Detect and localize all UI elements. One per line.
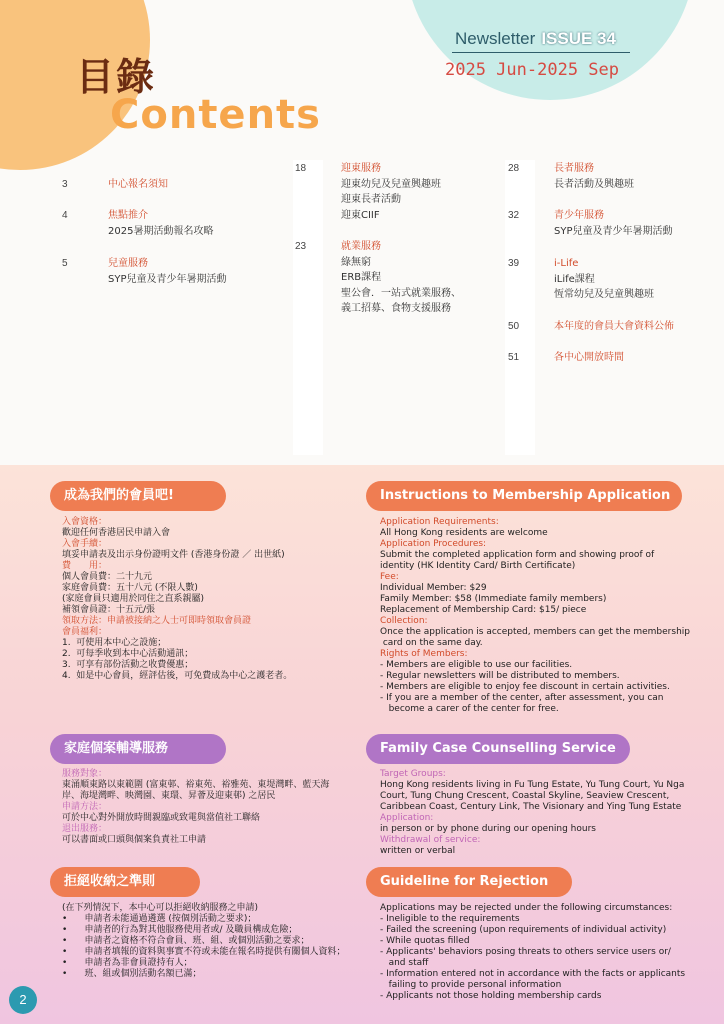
toc-subitem: iLife課程 bbox=[554, 273, 595, 285]
text-line: - Members are eligible to use our facilities. bbox=[380, 660, 573, 670]
field-label: 入會資格： bbox=[62, 517, 108, 527]
text-line: 2. 可每季收到本中心活動通訊； bbox=[62, 649, 194, 659]
toc-entry-text bbox=[554, 161, 724, 192]
contents-panel bbox=[0, 0, 724, 465]
toc-subitem: 恆常幼兒及兒童興趣班 bbox=[554, 289, 654, 300]
text-line: • 申請者之資格不符合會員、班、組、或個別活動之要求； bbox=[62, 936, 310, 946]
membership-en-text bbox=[380, 517, 710, 715]
toc-page-number: 4 bbox=[62, 210, 68, 221]
text-line: Submit the completed application form and showing proof of bbox=[380, 550, 655, 560]
toc-section-title: 迎東服務 bbox=[341, 163, 381, 174]
toc-page-number: 28 bbox=[508, 163, 520, 174]
toc-section-title: 本年度的會員大會資料公佈 bbox=[554, 321, 674, 332]
text-line: • 班、組或個別活動名額已滿； bbox=[62, 969, 202, 979]
text-line: become a carer of the center for free. bbox=[380, 704, 559, 714]
text-line: Individual Member: $29 bbox=[380, 583, 487, 593]
text-line: Family Member: $58 (Immediate family members) bbox=[380, 594, 607, 604]
toc-subitem: ERB課程 bbox=[341, 272, 382, 283]
text-line: identity (HK Identity Card/ Birth Certificate) bbox=[380, 561, 576, 571]
text-line: - Information entered not in accordance with the facts or applicants bbox=[380, 969, 686, 979]
text-line: 填妥申請表及出示身份證明文件 (香港身份證 ／ 出世紙) bbox=[62, 550, 285, 560]
family-zh-title: 家庭個案輔導服務 bbox=[50, 734, 226, 764]
field-label: Rights of Members: bbox=[380, 649, 468, 659]
toc-page-number: 3 bbox=[62, 179, 68, 190]
text-line: (家庭會員只適用於同住之直系親屬) bbox=[62, 594, 205, 604]
text-line: card on the same day. bbox=[380, 638, 483, 648]
toc-page-number: 39 bbox=[508, 258, 520, 269]
toc-subitem: 長者活動及興趣班 bbox=[554, 178, 634, 190]
field-label: 會員福利： bbox=[62, 627, 108, 637]
toc-entry-text bbox=[554, 350, 724, 366]
text-line: 可於中心對外開放時間親臨或致電與當值社工聯絡 bbox=[62, 813, 261, 823]
toc-page-number: 23 bbox=[295, 241, 307, 252]
toc-entry-text bbox=[108, 256, 278, 287]
toc-subitem: 義工招募、食物支援服務 bbox=[341, 303, 451, 314]
text-line: 補領會員證：十五元/張 bbox=[62, 605, 156, 615]
decor-teal-circle bbox=[405, 0, 695, 100]
text-line: (在下列情況下，本中心可以拒絕收納服務之申請) bbox=[62, 903, 259, 913]
field-label: 費 用： bbox=[62, 561, 108, 571]
toc-entry-text bbox=[554, 319, 724, 335]
text-line: • 申請者填報的資料與事實不符或未能在報名時提供有關個人資料； bbox=[62, 947, 346, 957]
toc-subitem: 迎東幼兒及兒童興趣班 bbox=[341, 178, 441, 190]
toc-section-title: 青少年服務 bbox=[554, 210, 604, 221]
toc-subitem: 聖公會．一站式就業服務、 bbox=[341, 287, 461, 299]
reject-en-title: Guideline for Rejection bbox=[366, 867, 572, 897]
field-label: Collection: bbox=[380, 616, 428, 626]
toc-entry-text bbox=[341, 239, 511, 317]
toc-page-number: 50 bbox=[508, 321, 520, 332]
toc-section-title: 焦點推介 bbox=[108, 210, 148, 221]
toc-section-title: 長者服務 bbox=[554, 163, 594, 174]
text-line: 4. 如是中心會員，經評估後，可免費成為中心之護老者。 bbox=[62, 671, 293, 681]
toc-entry-text bbox=[554, 208, 724, 239]
text-line: - Ineligible to the requirements bbox=[380, 914, 520, 924]
title-zh: 目錄 bbox=[76, 54, 157, 99]
field-label: Application Requirements: bbox=[380, 517, 499, 527]
toc-page-number: 5 bbox=[62, 258, 68, 269]
toc-section-title: 各中心開放時間 bbox=[554, 352, 624, 363]
text-line: 1. 可使用本中心之設施； bbox=[62, 638, 167, 648]
toc-entry-text bbox=[341, 161, 511, 223]
field-label: Withdrawal of service: bbox=[380, 835, 481, 845]
field-label: 申請方法： bbox=[62, 802, 108, 812]
family-en-text bbox=[380, 769, 710, 857]
toc-subitem: SYP兒童及青少年暑期活動 bbox=[108, 273, 227, 285]
text-line: Caribbean Coast, Century Link, The Visionary and Ying Tung Estate bbox=[380, 802, 682, 812]
text-line: - Applicants not those holding membership cards bbox=[380, 991, 602, 1001]
field-label: 服務對象： bbox=[62, 769, 108, 779]
family-en-title: Family Case Counselling Service bbox=[366, 734, 630, 764]
text-line: in person or by phone during our opening hours bbox=[380, 824, 596, 834]
reject-zh-title: 拒絕收納之準則 bbox=[50, 867, 200, 897]
text-line: 可以書面或口頭與個案負責社工申請 bbox=[62, 835, 207, 845]
text-line: Replacement of Membership Card: $15/ piece bbox=[380, 605, 587, 615]
text-line: All Hong Kong residents are welcome bbox=[380, 528, 548, 538]
text-line: Court, Tung Chung Crescent, Coastal Skyline, Seaview Crescent, bbox=[380, 791, 670, 801]
newsletter-header bbox=[455, 29, 616, 49]
toc-entry-text bbox=[554, 256, 724, 303]
title-en: Contents bbox=[110, 92, 321, 138]
toc-section-title: 兒童服務 bbox=[108, 258, 148, 269]
field-label: Target Groups: bbox=[380, 769, 446, 779]
toc-section-title: i-Life bbox=[554, 258, 579, 269]
membership-zh-text bbox=[62, 517, 352, 682]
field-label: 退出服務： bbox=[62, 824, 108, 834]
toc-subitem: 2025暑期活動報名攻略 bbox=[108, 225, 214, 237]
toc-section-title: 中心報名須知 bbox=[108, 179, 168, 190]
text-line: 岸、海堤灣畔、映灣園、東環、昇薈及迎東邨) 之居民 bbox=[62, 791, 276, 801]
text-line: • 申請者的行為對其他服務使用者或/ 及職員構成危險； bbox=[62, 925, 298, 935]
toc-page-number: 18 bbox=[295, 163, 307, 174]
text-line: 家庭會員費：五十八元 (不限人數) bbox=[62, 583, 198, 593]
text-line: • 申請者未能通過遴選 (按個別活動之要求)； bbox=[62, 914, 257, 924]
field-label: Application Procedures: bbox=[380, 539, 487, 549]
toc-page-number: 51 bbox=[508, 352, 520, 363]
field-label: Application: bbox=[380, 813, 434, 823]
text-line: • 申請者為非會員證持有人； bbox=[62, 958, 193, 968]
text-line: Hong Kong residents living in Fu Tung Estate, Yu Tung Court, Yu Nga bbox=[380, 780, 685, 790]
toc-subitem: SYP兒童及青少年暑期活動 bbox=[554, 225, 673, 237]
toc-entry-text bbox=[108, 177, 278, 193]
text-line: 3. 可享有部份活動之收費優惠； bbox=[62, 660, 194, 670]
text-line: - Regular newsletters will be distributed to members. bbox=[380, 671, 620, 681]
divider bbox=[452, 52, 630, 53]
toc-entry-text bbox=[108, 208, 278, 239]
family-zh-text bbox=[62, 769, 362, 846]
membership-zh-title: 成為我們的會員吧! bbox=[50, 481, 226, 511]
toc-page-number: 32 bbox=[508, 210, 520, 221]
text-line: - Members are eligible to enjoy fee discount in certain activities. bbox=[380, 682, 670, 692]
text-line: - While quotas filled bbox=[380, 936, 470, 946]
page-number: 2 bbox=[9, 986, 37, 1014]
reject-zh-text bbox=[62, 903, 362, 980]
toc-subitem: 迎東長者活動 bbox=[341, 194, 401, 205]
text-line: - If you are a member of the center, after assessment, you can bbox=[380, 693, 664, 703]
issue-label: ISSUE 34 bbox=[541, 29, 616, 48]
toc-strip bbox=[293, 160, 323, 455]
text-line: 東涌順東路以東範圍 (富東邨、裕東苑、裕雅苑、東堤灣畔、藍天海 bbox=[62, 780, 330, 790]
text-line: written or verbal bbox=[380, 846, 456, 856]
field-label: 入會手續： bbox=[62, 539, 108, 549]
reject-en-text bbox=[380, 903, 710, 1002]
toc-subitem: 迎東CIIF bbox=[341, 209, 380, 221]
text-line: - Applicants' behaviors posing threats to others service users or/ bbox=[380, 947, 671, 957]
field-label: 領取方法：申請被接納之人士可即時領取會員證 bbox=[62, 616, 252, 626]
text-line: - Failed the screening (upon requirements of individual activity) bbox=[380, 925, 667, 935]
text-line: 個人會員費：二十九元 bbox=[62, 572, 153, 582]
newsletter-label: Newsletter bbox=[455, 29, 536, 48]
text-line: Once the application is accepted, members can get the membership bbox=[380, 627, 690, 637]
text-line: failing to provide personal information bbox=[380, 980, 562, 990]
date-range: 2025 Jun-2025 Sep bbox=[445, 60, 619, 80]
field-label: Fee: bbox=[380, 572, 399, 582]
membership-en-title: Instructions to Membership Application bbox=[366, 481, 682, 511]
text-line: and staff bbox=[380, 958, 429, 968]
toc-subitem: 綠無窮 bbox=[341, 256, 371, 268]
toc-section-title: 就業服務 bbox=[341, 241, 381, 252]
text-line: 歡迎任何香港居民申請入會 bbox=[62, 528, 171, 538]
text-line: Applications may be rejected under the following circumstances: bbox=[380, 903, 673, 913]
